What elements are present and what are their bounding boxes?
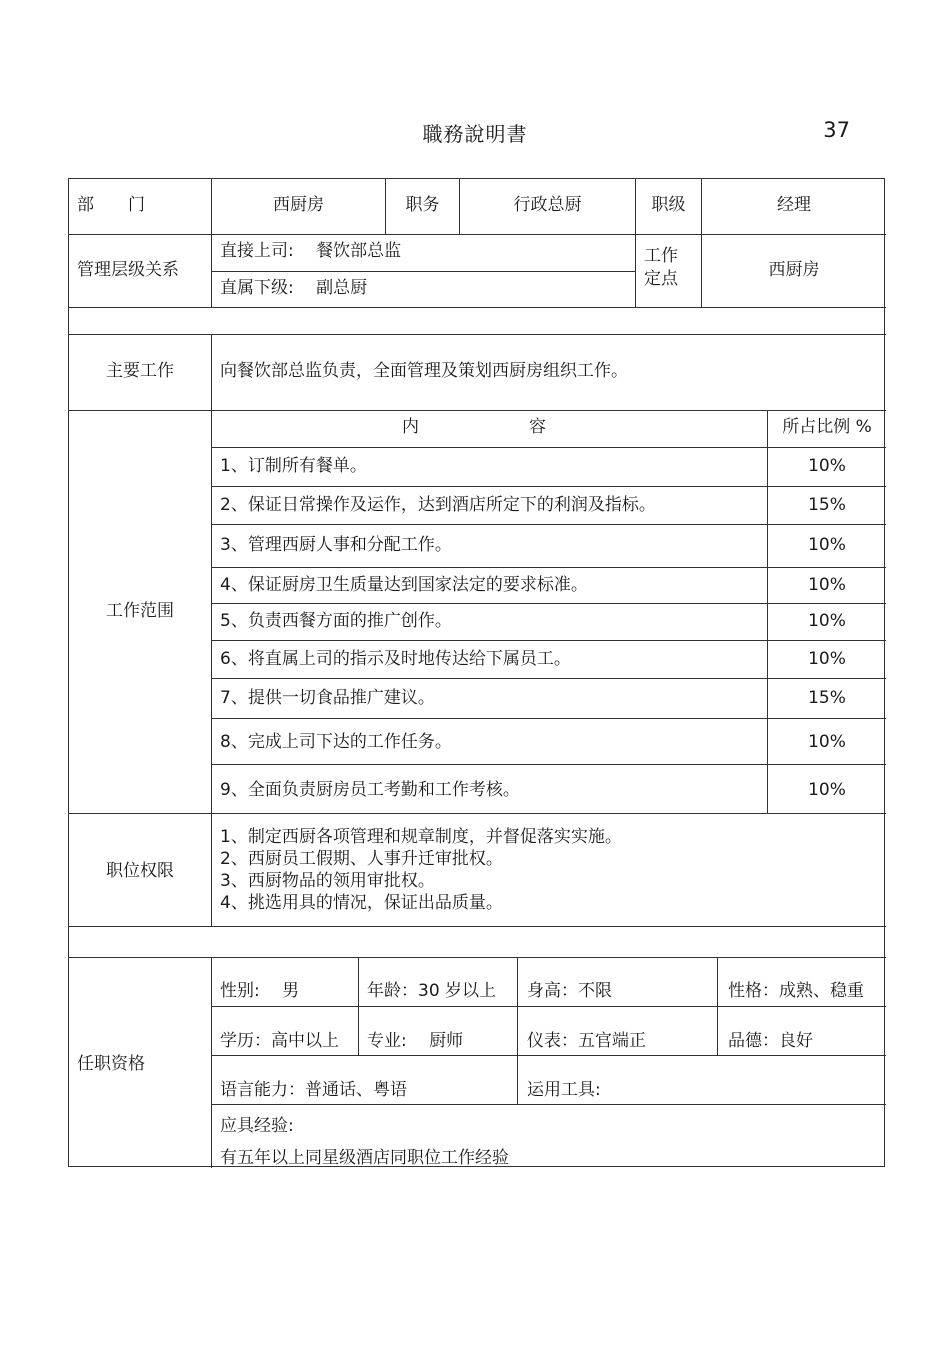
scope-item: 5、负责西餐方面的推广创作。 <box>220 611 452 631</box>
rule <box>717 957 718 1055</box>
document-title: 職務說明書 <box>422 122 528 146</box>
rule <box>358 957 359 1055</box>
rule <box>212 718 886 719</box>
rule <box>212 524 886 525</box>
main-work-label: 主要工作 <box>106 361 174 381</box>
grade-label: 职级 <box>651 195 686 215</box>
content-header: 内 <box>402 417 419 437</box>
scope-ratio: 15% <box>808 688 846 708</box>
authority-item: 1、制定西厨各项管理和规章制度，并督促落实实施。 <box>220 827 622 847</box>
work-location-label: 定点 <box>644 269 678 289</box>
dept-label: 部 门 <box>77 195 145 215</box>
scope-item: 6、将直属上司的指示及时地传达给下属员工。 <box>220 649 571 669</box>
rule <box>69 410 886 411</box>
scope-item: 7、提供一切食品推广建议。 <box>220 688 435 708</box>
morality: 品德：良好 <box>728 1031 813 1051</box>
height: 身高：不限 <box>527 981 612 1001</box>
hierarchy-label: 管理层级关系 <box>77 260 179 280</box>
scope-ratio: 10% <box>808 456 846 476</box>
page-number: 37 <box>823 118 850 142</box>
rule <box>212 567 886 568</box>
work-scope-label: 工作范围 <box>106 601 174 621</box>
scope-item: 2、保证日常操作及运作，达到酒店所定下的利润及指标。 <box>220 495 656 515</box>
scope-ratio: 10% <box>808 575 846 595</box>
authority-list <box>220 826 622 914</box>
content-header: 容 <box>529 417 546 437</box>
main-work-text: 向餐饮部总监负责，全面管理及策划西厨房组织工作。 <box>220 361 628 381</box>
appearance: 仪表：五官端正 <box>527 1031 646 1051</box>
rule <box>212 1006 886 1007</box>
ratio-header: 所占比例 % <box>782 417 872 437</box>
rule <box>212 603 886 604</box>
rule <box>212 764 886 765</box>
scope-item: 1、订制所有餐单。 <box>220 456 367 476</box>
rule <box>212 271 635 272</box>
job-description-table <box>68 178 885 1167</box>
direct-superior: 直接上司: 餐饮部总监 <box>220 241 402 261</box>
rule <box>69 926 886 927</box>
rule <box>212 447 886 448</box>
dept-value: 西厨房 <box>273 195 324 215</box>
scope-item: 9、全面负责厨房员工考勤和工作考核。 <box>220 780 520 800</box>
authority-label: 职位权限 <box>106 861 174 881</box>
rule <box>69 957 886 958</box>
language-ability: 语言能力：普通话、粤语 <box>220 1080 407 1100</box>
authority-item: 4、挑选用具的情况，保证出品质量。 <box>220 893 503 913</box>
rule <box>211 813 212 926</box>
authority-item: 3、西厨物品的领用审批权。 <box>220 871 435 891</box>
direct-subordinate: 直属下级: 副总厨 <box>220 278 368 298</box>
experience-text: 有五年以上同星级酒店同职位工作经验 <box>220 1148 509 1168</box>
rule <box>69 334 886 335</box>
rule <box>212 678 886 679</box>
major: 专业: 厨师 <box>367 1031 464 1051</box>
rule <box>212 486 886 487</box>
rule <box>212 1055 886 1056</box>
scope-ratio: 10% <box>808 649 846 669</box>
position-value: 行政总厨 <box>513 195 582 215</box>
scope-ratio: 15% <box>808 495 846 515</box>
tools-used: 运用工具: <box>527 1080 601 1100</box>
gender: 性别: 男 <box>220 981 300 1001</box>
qualification-label: 任职资格 <box>77 1054 145 1074</box>
rule <box>69 813 886 814</box>
education: 学历：高中以上 <box>220 1031 339 1051</box>
position-label: 职务 <box>405 195 440 215</box>
rule <box>517 957 518 1104</box>
scope-ratio: 10% <box>808 535 846 555</box>
rule <box>212 640 886 641</box>
rule <box>211 334 212 813</box>
scope-ratio: 10% <box>808 732 846 752</box>
scope-item: 8、完成上司下达的工作任务。 <box>220 732 452 752</box>
rule <box>69 234 886 235</box>
work-location-label: 工作 <box>644 246 678 266</box>
experience-label: 应具经验: <box>220 1116 294 1136</box>
scope-item: 4、保证厨房卫生质量达到国家法定的要求标准。 <box>220 575 588 595</box>
scope-item: 3、管理西厨人事和分配工作。 <box>220 535 452 555</box>
grade-value: 经理 <box>777 195 811 215</box>
authority-item: 2、西厨员工假期、人事升迁审批权。 <box>220 849 503 869</box>
rule <box>211 957 212 1168</box>
rule <box>212 1104 886 1105</box>
age: 年龄：30 岁以上 <box>367 981 497 1001</box>
scope-ratio: 10% <box>808 611 846 631</box>
personality: 性格：成熟、稳重 <box>728 981 864 1001</box>
scope-ratio: 10% <box>808 780 846 800</box>
work-location-value: 西厨房 <box>768 260 820 280</box>
rule <box>69 307 886 308</box>
